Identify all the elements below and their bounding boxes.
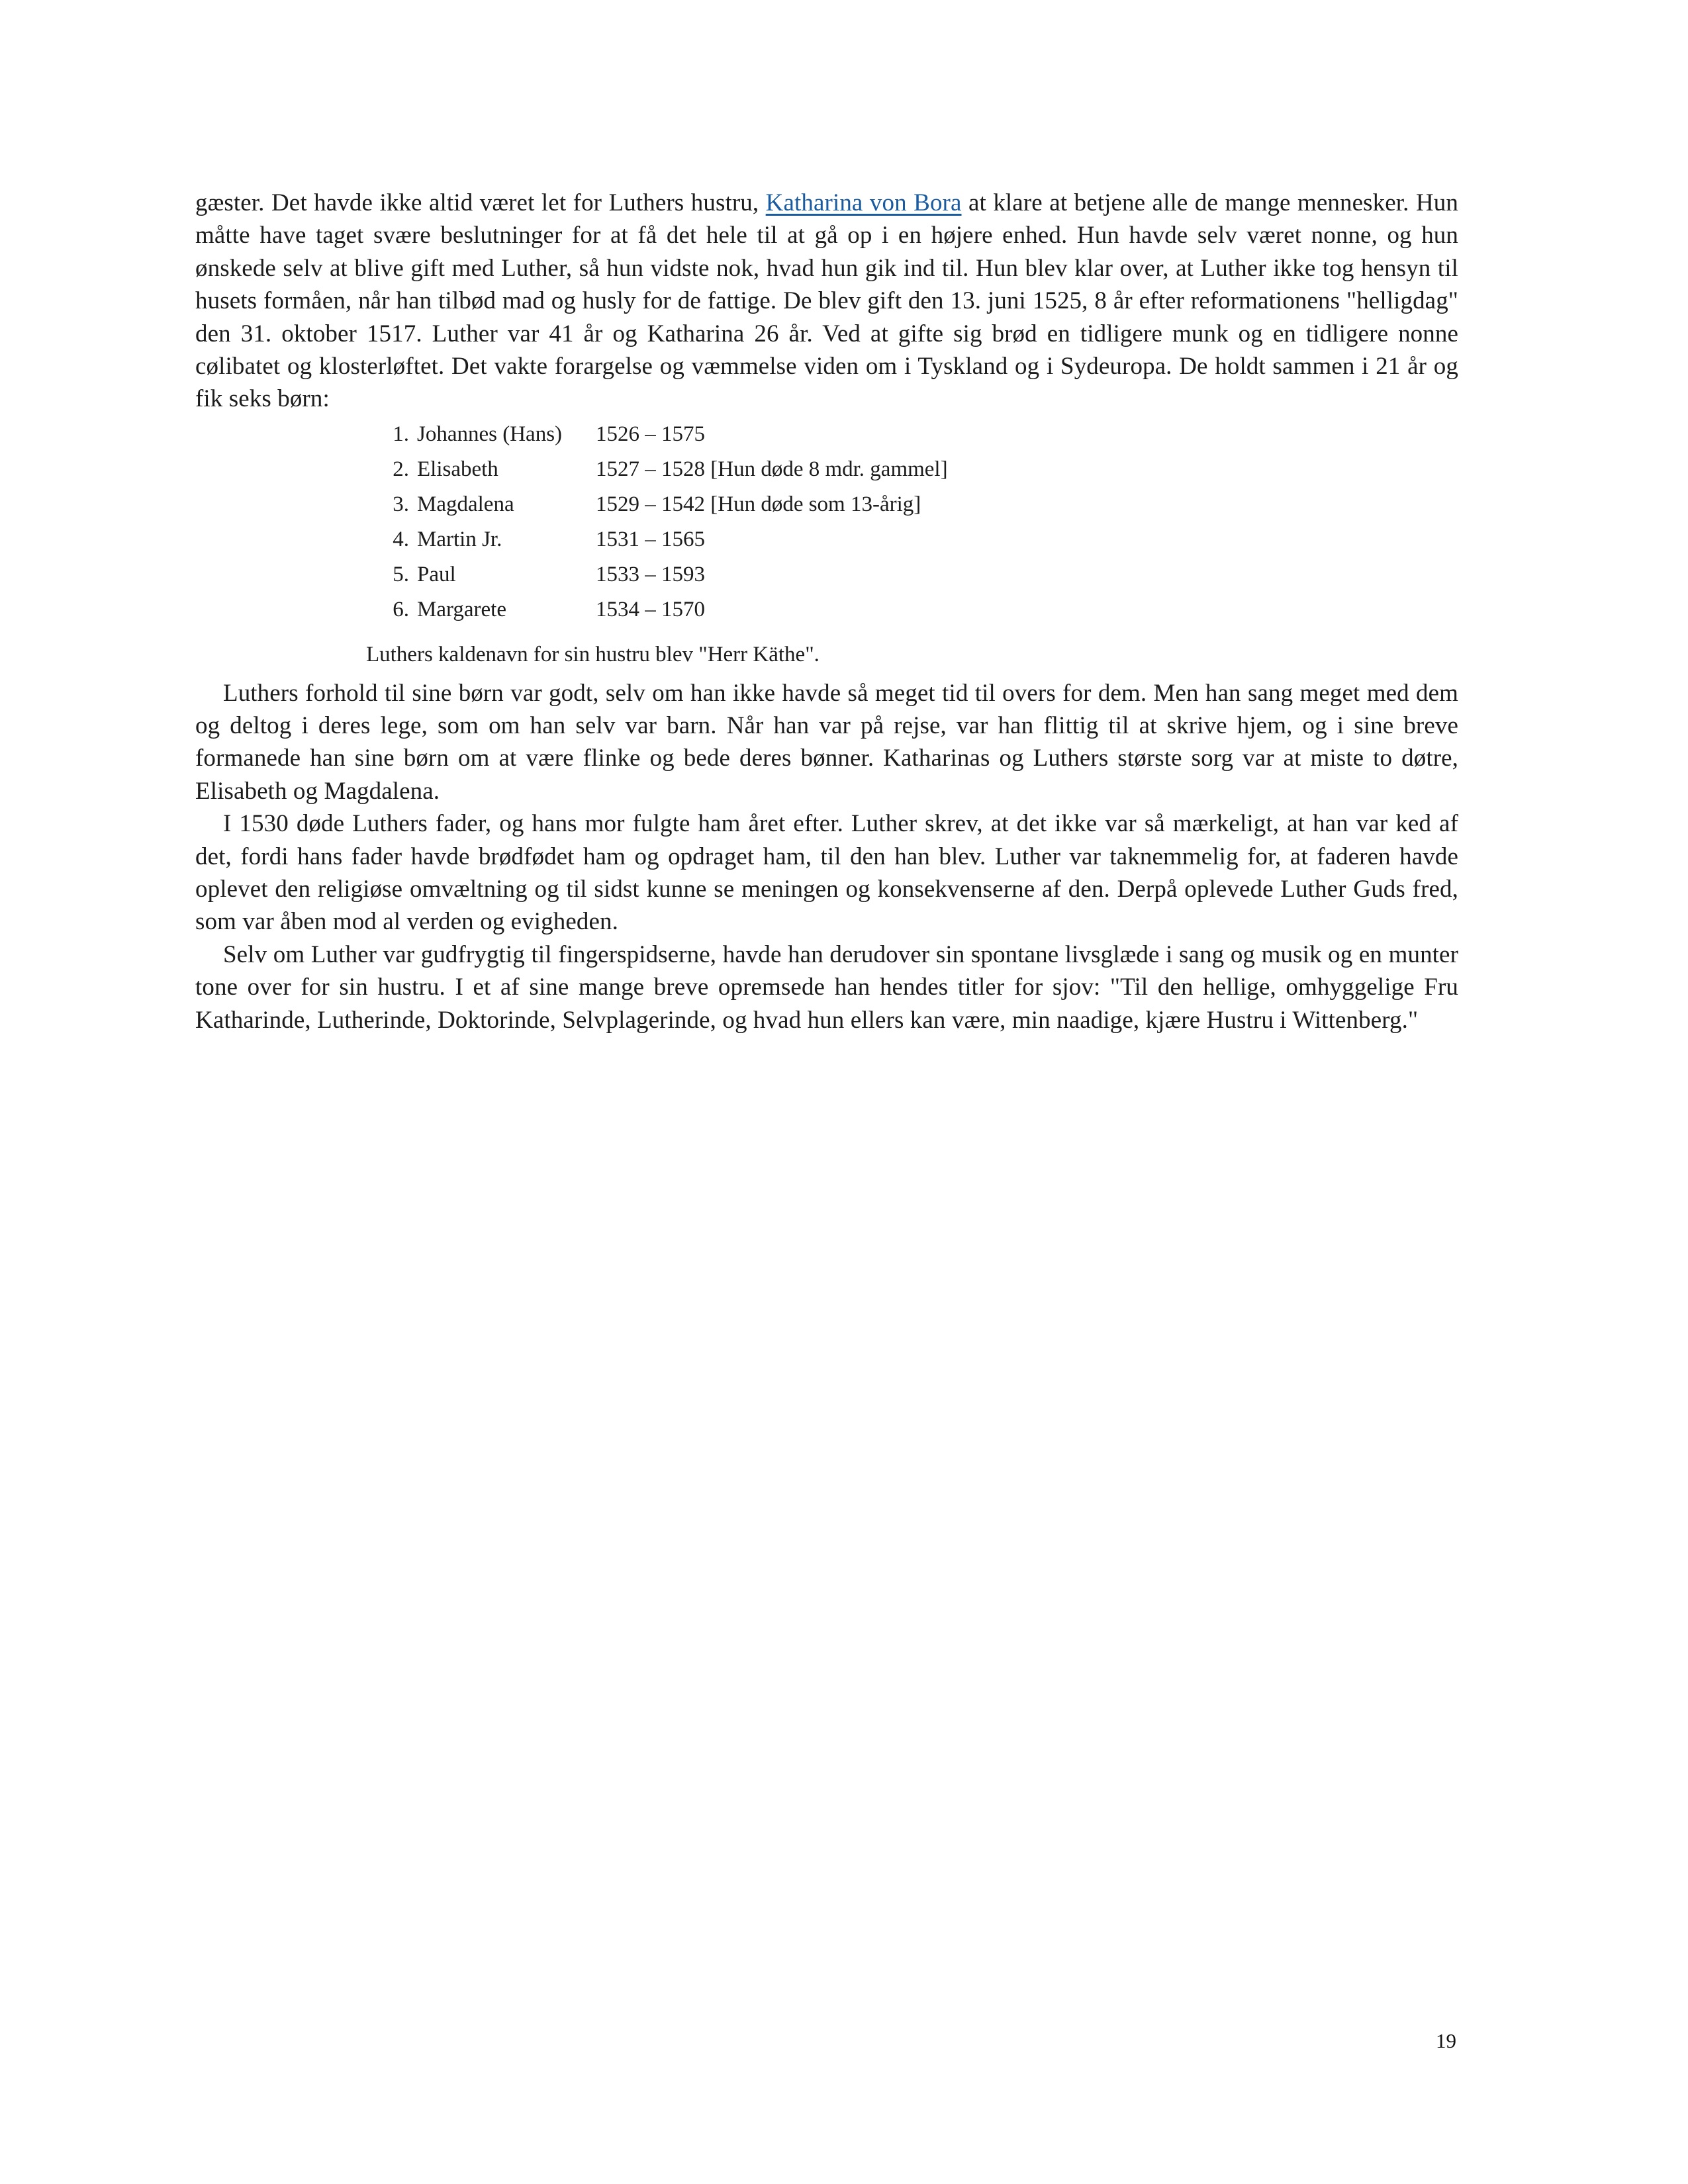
child-number: 5.: [393, 562, 409, 586]
paragraph-one: [195, 187, 1458, 416]
paragraph-four: Selv om Luther var gudfrygtig til fingerspidserne, havde han derudover sin spontane livsglæde i sang og musik og en munter tone over for sin hustru. I et af sine mange breve opremsede han hendes titler for sjov: "Til den hellige, omhyggelige Fru Katharinde, Lutherinde, Doktorinde, Selvplagerinde, og hvad hun ellers kan være, min naadige, kjære Hustru i Wittenberg.": [195, 940, 1458, 1034]
child-dates: 1533 – 1593: [596, 562, 705, 586]
list-item: [195, 456, 1458, 491]
page-number: 19: [1436, 2029, 1456, 2052]
paragraph-three: I 1530 døde Luthers fader, og hans mor fulgte ham året efter. Luther skrev, at det ikke var så mærkeligt, at han var ked af det, fordi hans fader havde brødfødet ham og opdraget ham, til den han blev. Luther var taknemmelig for, at faderen havde oplevet den religiøse omvæltning og til sidst kunne se meningen og konsekvenserne af den. Derpå oplevede Luther Guds fred, som var åben mod al verden og evigheden.: [195, 810, 1458, 936]
child-dates: 1527 – 1528 [Hun døde 8 mdr. gammel]: [596, 457, 948, 481]
katharina-von-bora-link[interactable]: Katharina von Bora: [765, 189, 962, 216]
child-number: 4.: [393, 527, 409, 551]
child-dates: 1526 – 1575: [596, 422, 705, 446]
text-column: [195, 187, 1458, 1036]
list-item: [195, 491, 1458, 526]
child-dates: 1534 – 1570: [596, 597, 705, 621]
child-number: 2.: [393, 457, 409, 481]
child-dates: 1529 – 1542 [Hun døde som 13-årig]: [596, 492, 921, 516]
child-name: Elisabeth: [417, 457, 498, 481]
list-item: [195, 596, 1458, 631]
child-dates: 1531 – 1565: [596, 527, 705, 551]
child-number: 1.: [393, 422, 409, 446]
list-item: [195, 421, 1458, 456]
paragraph-one-lead-text: gæster. Det havde ikke altid været let for Luthers hustru,: [195, 189, 766, 216]
list-item: [195, 561, 1458, 596]
child-name: Paul: [417, 562, 456, 586]
list-item: [195, 526, 1458, 561]
luther-children-list: [195, 421, 1458, 631]
child-name: Magdalena: [417, 492, 514, 516]
paragraph-two: Luthers forhold til sine børn var godt, selv om han ikke havde så meget tid til overs for dem. Men han sang meget med dem og deltog i deres lege, som om han selv var barn. Når han var på rejse, var han flittig til at skrive hjem, og i sine breve formanede han sine børn om at være flinke og bede deres bønner. Katharinas og Luthers største sorg var at miste to døtre, Elisabeth og Magdalena.: [195, 679, 1458, 805]
child-name: Margarete: [417, 597, 506, 621]
paragraph-one-trailing-text: at klare at betjene alle de mange mennesker. Hun måtte have taget svære beslutninger for at få det hele til at gå op i en højere enhed. Hun havde selv været nonne, og hun ønskede selv at blive gift med Luther, så hun vidste nok, hvad hun gik ind til. Hun blev klar over, at Luther ikke tog hensyn til husets formåen, når han tilbød mad og husly for de fattige. De blev gift den 13. juni 1525, 8 år efter reformationens "helligdag" den 31. oktober 1517. Luther var 41 år og Katharina 26 år. Ved at gifte sig brød en tidligere munk og en tidligere nonne cølibatet og klosterløftet. Det vakte forargelse og væmmelse viden om i Tyskland og i Sydeuropa. De holdt sammen i 21 år og fik seks børn:: [195, 189, 1458, 413]
child-name: Martin Jr.: [417, 527, 502, 551]
child-number: 3.: [393, 492, 409, 516]
child-name: Johannes (Hans): [417, 422, 563, 446]
nickname-caption: Luthers kaldenavn for sin hustru blev "Herr Käthe".: [366, 642, 820, 666]
child-number: 6.: [393, 597, 409, 621]
